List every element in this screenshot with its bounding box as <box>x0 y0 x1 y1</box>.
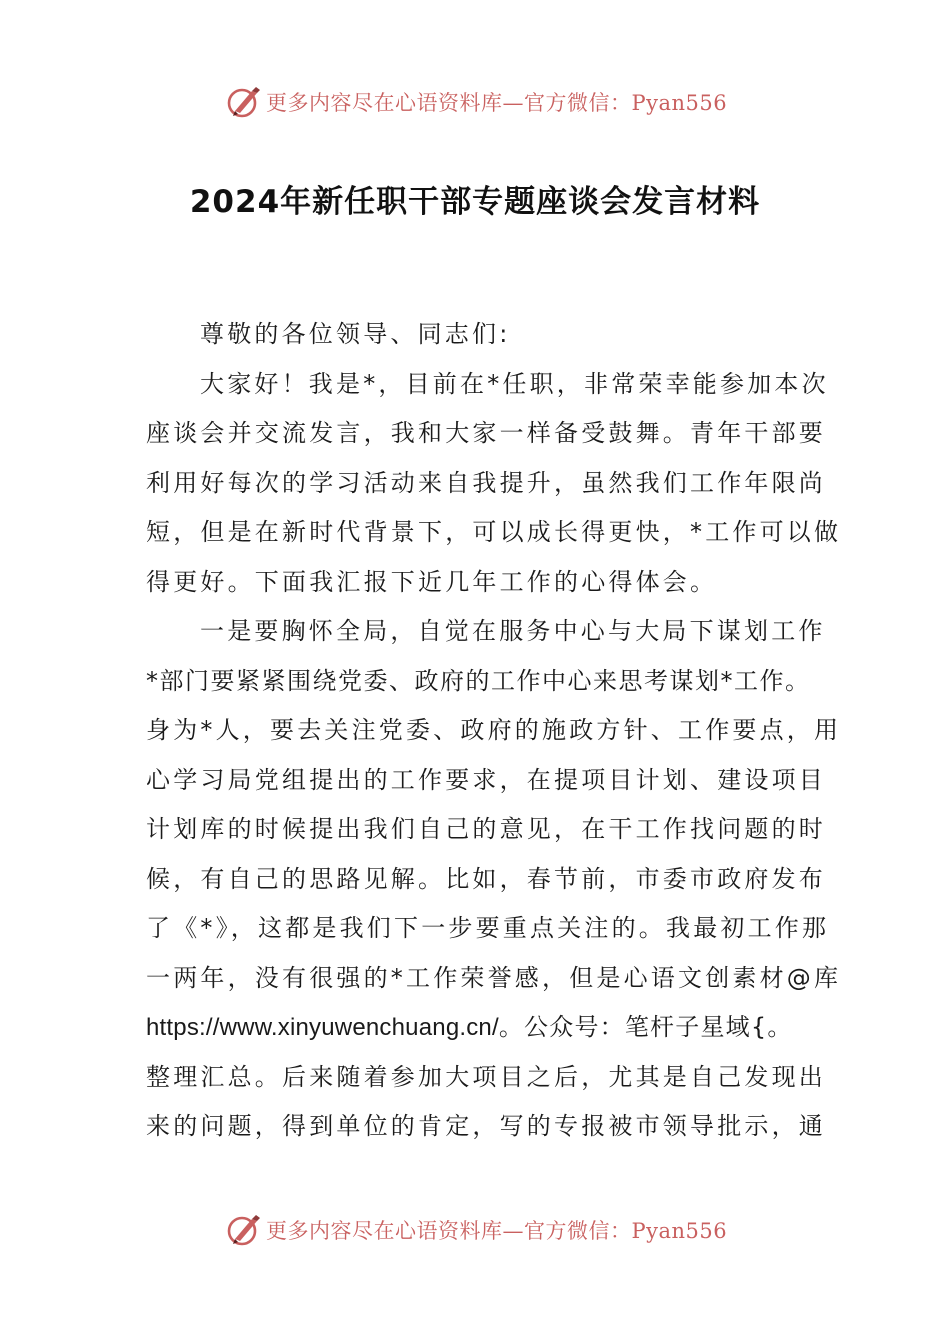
paragraph-line: 短，但是在新时代背景下，可以成长得更快，*工作可以做 <box>146 518 842 546</box>
paragraph-line: 了《*》，这都是我们下一步要重点关注的。我最初工作那 <box>146 914 830 942</box>
paragraph-line-tail: 。公众号：笔杆子星域{。 <box>498 1013 793 1041</box>
paragraph-line: 大家好！我是*，目前在*任职，非常荣幸能参加本次 <box>200 369 829 398</box>
header-banner <box>0 80 950 124</box>
paragraph-line: 一是要胸怀全局，自觉在服务中心与大局下谋划工作 <box>200 617 826 645</box>
paragraph-line-with-url <box>146 1003 806 1053</box>
footer-banner <box>0 1208 950 1252</box>
salutation-line: 尊敬的各位领导、同志们: <box>200 320 511 348</box>
website-url-link[interactable]: https://www.xinyuwenchuang.cn/ <box>146 1014 499 1041</box>
document-title: 2024年新任职干部专题座谈会发言材料 <box>189 184 761 220</box>
paragraph-line: 整理汇总。后来随着参加大项目之后，尤其是自己发现出 <box>146 1062 826 1091</box>
paragraph-line: 心学习局党组提出的工作要求，在提项目计划、建设项目 <box>146 765 826 794</box>
footer-banner-text: 更多内容尽在心语资料库—官方微信：Pyan556 <box>266 1219 728 1243</box>
pen-logo-icon <box>226 1212 262 1248</box>
paragraph-line: 座谈会并交流发言，我和大家一样备受鼓舞。青年干部要 <box>146 419 826 447</box>
paragraph-line: 利用好每次的学习活动来自我提升，虽然我们工作年限尚 <box>146 468 826 497</box>
paragraph-line: 候，有自己的思路见解。比如，春节前，市委市政府发布 <box>146 864 826 893</box>
pen-logo-icon <box>226 84 262 120</box>
paragraph-line: 一两年，没有很强的*工作荣誉感，但是心语文创素材@库 <box>146 963 842 992</box>
paragraph-line: 计划库的时候提出我们自己的意见，在干工作找问题的时 <box>146 815 826 843</box>
paragraph-line: 得更好。下面我汇报下近几年工作的心得体会。 <box>146 567 718 596</box>
document-body <box>146 310 842 1152</box>
paragraph-line: 身为*人，要去关注党委、政府的施政方针、工作要点，用 <box>146 716 842 744</box>
header-banner-text: 更多内容尽在心语资料库—官方微信：Pyan556 <box>266 91 728 115</box>
paragraph-line: *部门要紧紧围绕党委、政府的工作中心来思考谋划*工作。 <box>146 666 811 695</box>
paragraph-line: 来的问题，得到单位的肯定，写的专报被市领导批示，通 <box>146 1112 826 1140</box>
